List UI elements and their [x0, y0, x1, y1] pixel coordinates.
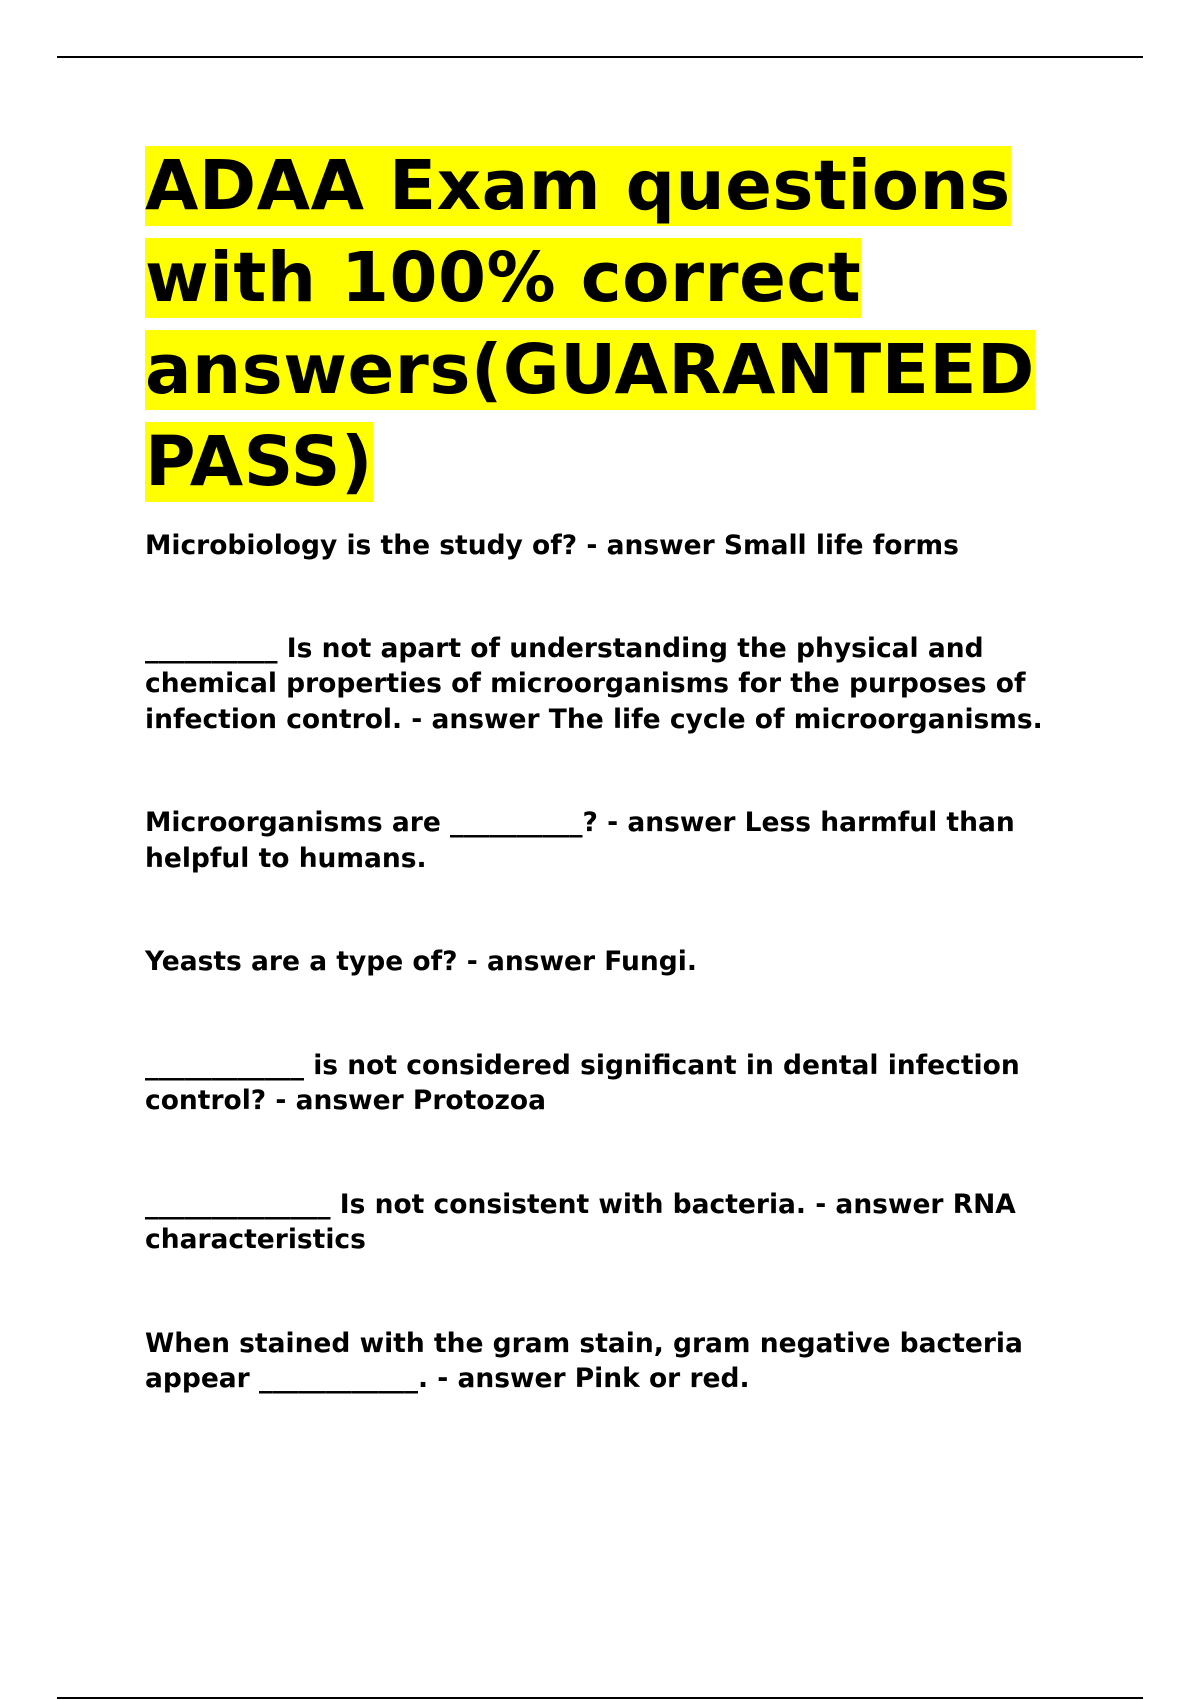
document-title — [145, 140, 1105, 508]
qa-item: Microorganisms are __________? - answer Less harmful than helpful to humans. — [145, 807, 1015, 874]
qa-item: When stained with the gram stain, gram negative bacteria appear ____________. - answer Pink or red. — [145, 1327, 1023, 1394]
qa-item: Yeasts are a type of? - answer Fungi. — [145, 946, 697, 977]
title-highlight: ADAA Exam questions with 100% correct answers(GUARANTEED PASS) — [145, 146, 1035, 502]
qa-item: ____________ is not considered significant in dental infection control? - answer Protozoa — [145, 1049, 1020, 1116]
bottom-rule — [57, 1697, 1143, 1699]
qa-item: ______________ Is not consistent with bacteria. - answer RNA characteristics — [145, 1188, 1016, 1255]
document-body — [145, 140, 1105, 1397]
qa-item: __________ Is not apart of understanding the physical and chemical properties of microorganisms for the purposes of infection control. - answer The life cycle of microorganisms. — [145, 632, 1043, 735]
top-rule — [57, 56, 1143, 58]
qa-item: Microbiology is the study of? - answer Small life forms — [145, 530, 959, 561]
qa-list — [145, 528, 1105, 1397]
